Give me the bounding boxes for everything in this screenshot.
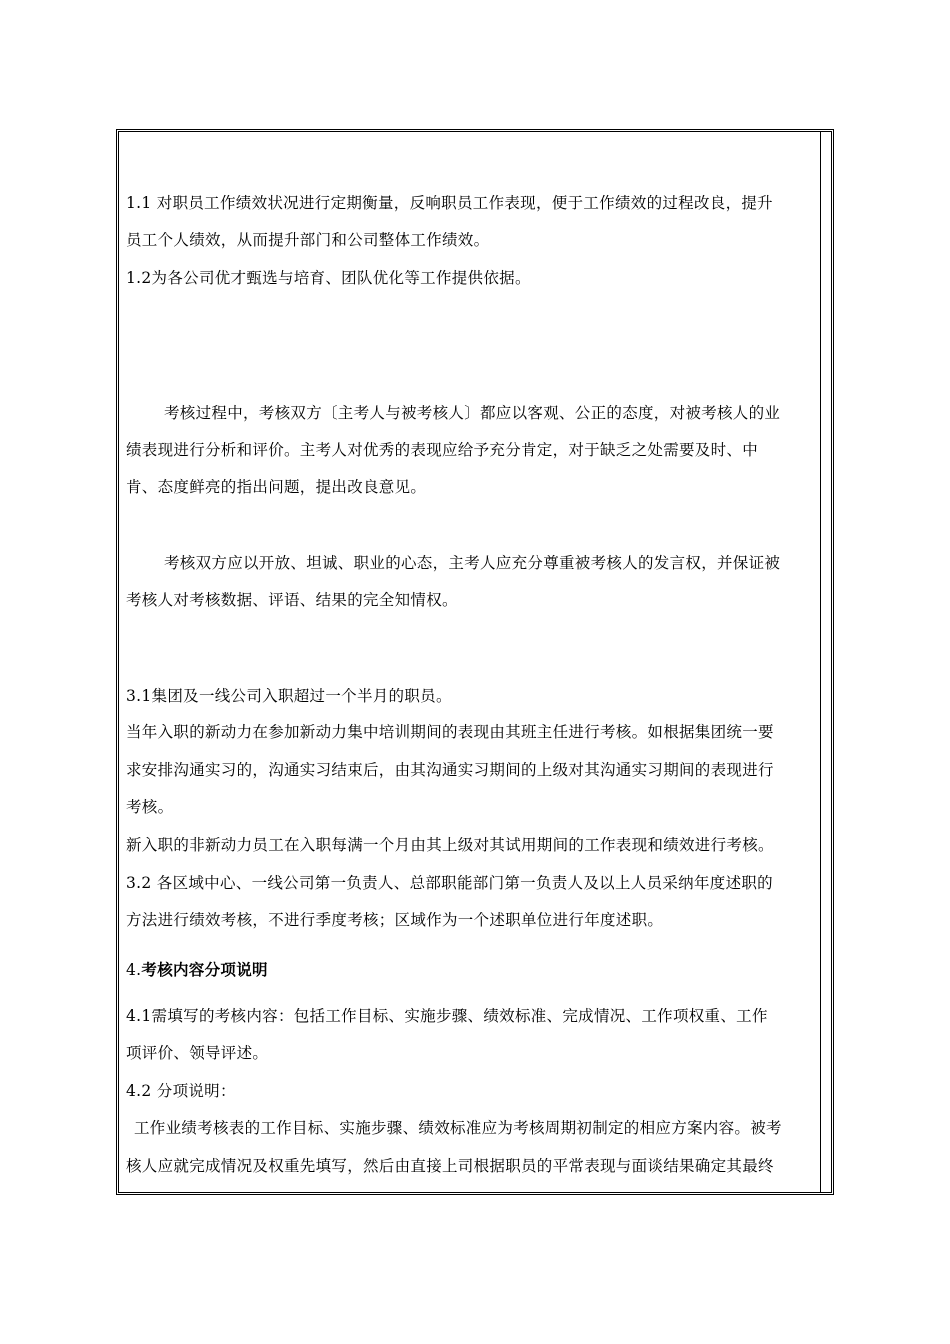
- principle-paragraph-line-2: 绩表现进行分析和评价。主考人对优秀的表现应给予充分肯定，对于缺乏之处需要及时、中: [126, 441, 759, 459]
- new-staff-paragraph-line-3: 考核。: [126, 798, 174, 816]
- paragraph-4-2: 4.2 分项说明：: [126, 1082, 236, 1100]
- paragraph-3-2-line-1: 3.2 各区域中心、一线公司第一负责人、总部职能部门第一负责人及以上人员采纳年度述职的: [126, 874, 773, 892]
- openness-paragraph-line-1: 考核双方应以开放、坦诚、职业的心态，主考人应充分尊重被考核人的发言权，并保证被: [164, 554, 781, 572]
- openness-paragraph-line-2: 考核人对考核数据、评语、结果的完全知情权。: [126, 591, 458, 609]
- item-description-line-2: 核人应就完成情况及权重先填写，然后由直接上司根据职员的平常表现与面谈结果确定其最终: [126, 1157, 774, 1175]
- principle-paragraph-line-3: 肯、态度鲜亮的指出问题，提出改良意见。: [126, 478, 427, 496]
- section-4-title: 考核内容分项说明: [141, 960, 268, 979]
- new-staff-paragraph-line-2: 求安排沟通实习的，沟通实习结束后，由其沟通实习期间的上级对其沟通实习期间的表现进行: [126, 761, 774, 779]
- paragraph-4-1-line-2: 项评价、领导评述。: [126, 1044, 269, 1062]
- item-description-line-1: 工作业绩考核表的工作目标、实施步骤、绩效标准应为考核周期初制定的相应方案内容。被考: [134, 1119, 782, 1137]
- principle-paragraph-line-1: 考核过程中，考核双方〔主考人与被考核人〕都应以客观、公正的态度，对被考核人的业: [164, 404, 781, 422]
- section-4-number: 4.: [126, 961, 142, 979]
- paragraph-3-1: 3.1集团及一线公司入职超过一个半月的职员。: [126, 687, 452, 705]
- document-frame: [116, 129, 834, 1195]
- paragraph-1-1-line-1: 1.1 对职员工作绩效状况进行定期衡量，反响职员工作表现，便于工作绩效的过程改良，提升: [126, 194, 773, 212]
- paragraph-1-2: 1.2为各公司优才甄选与培育、团队优化等工作提供依据。: [126, 269, 531, 287]
- non-new-staff-paragraph: 新入职的非新动力员工在入职每满一个月由其上级对其试用期间的工作表现和绩效进行考核。: [126, 836, 774, 854]
- paragraph-1-1-line-2: 员工个人绩效，从而提升部门和公司整体工作绩效。: [126, 231, 490, 249]
- section-4-heading: [126, 960, 268, 980]
- new-staff-paragraph-line-1: 当年入职的新动力在参加新动力集中培训期间的表现由其班主任进行考核。如根据集团统一要: [126, 723, 774, 741]
- paragraph-3-2-line-2: 方法进行绩效考核，不进行季度考核；区域作为一个述职单位进行年度述职。: [126, 911, 664, 929]
- paragraph-4-1-line-1: 4.1需填写的考核内容：包括工作目标、实施步骤、绩效标准、完成情况、工作项权重、工作: [126, 1007, 768, 1025]
